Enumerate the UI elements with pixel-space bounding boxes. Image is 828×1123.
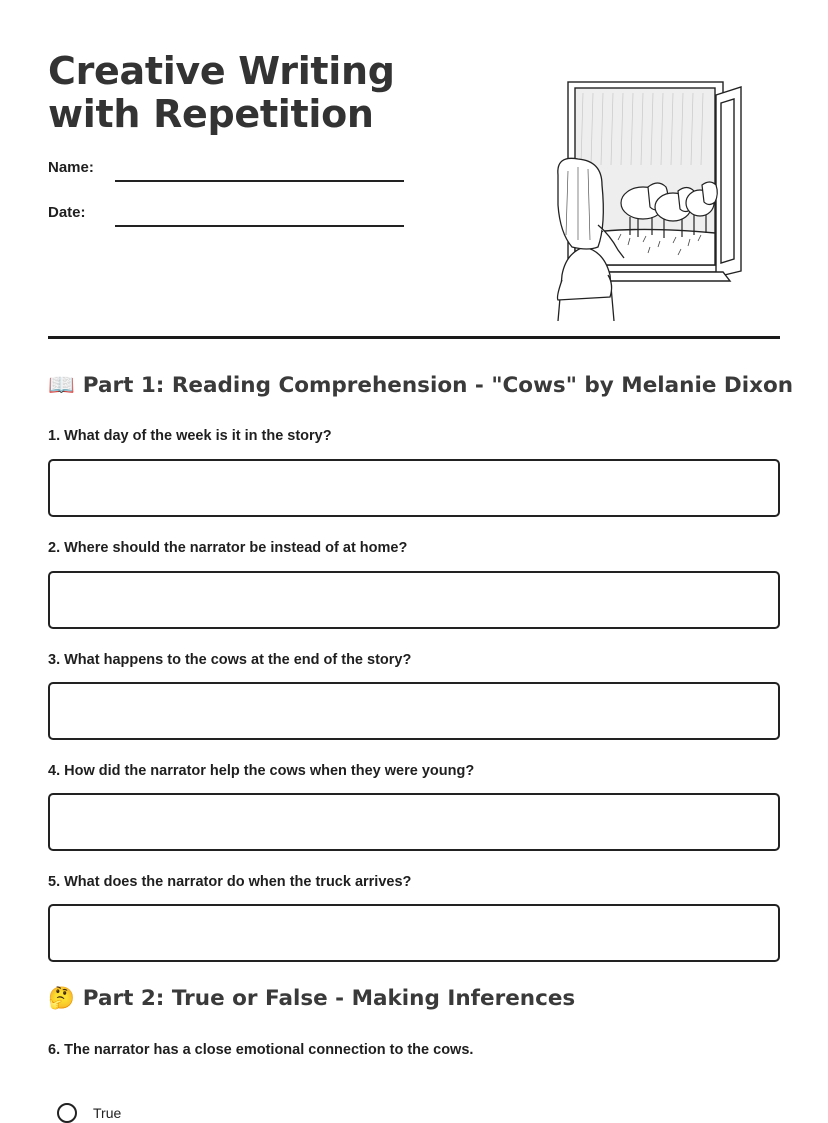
name-line[interactable] xyxy=(115,180,404,182)
thinking-face-icon: 🤔 xyxy=(48,986,75,1011)
header-divider xyxy=(48,336,780,339)
date-line[interactable] xyxy=(115,225,404,227)
question-5: 5. What does the narrator do when the truck arrives? xyxy=(48,874,412,890)
answer-box-5[interactable] xyxy=(48,904,780,962)
date-label: Date: xyxy=(48,204,86,221)
question-6: 6. The narrator has a close emotional connection to the cows. xyxy=(48,1042,474,1058)
question-3: 3. What happens to the cows at the end of the story? xyxy=(48,652,412,668)
answer-box-1[interactable] xyxy=(48,459,780,517)
part1-heading xyxy=(48,373,793,398)
part1-title: Part 1: Reading Comprehension - "Cows" by Melanie Dixon xyxy=(82,373,794,398)
question-1: 1. What day of the week is it in the story? xyxy=(48,428,332,444)
question-2: 2. Where should the narrator be instead of at home? xyxy=(48,540,408,556)
question-4: 4. How did the narrator help the cows when they were young? xyxy=(48,763,475,779)
worksheet-title: Creative Writing with Repetition xyxy=(48,49,395,136)
answer-box-4[interactable] xyxy=(48,793,780,851)
girl-at-window-illustration xyxy=(548,75,748,321)
name-label: Name: xyxy=(48,159,94,176)
part2-title: Part 2: True or False - Making Inferences xyxy=(82,986,576,1011)
answer-box-3[interactable] xyxy=(48,682,780,740)
option-true-label: True xyxy=(93,1105,122,1121)
open-book-icon: 📖 xyxy=(48,373,75,398)
part2-heading xyxy=(48,986,575,1011)
answer-box-2[interactable] xyxy=(48,571,780,629)
option-true[interactable] xyxy=(57,1103,121,1123)
radio-button-true[interactable] xyxy=(57,1103,77,1123)
